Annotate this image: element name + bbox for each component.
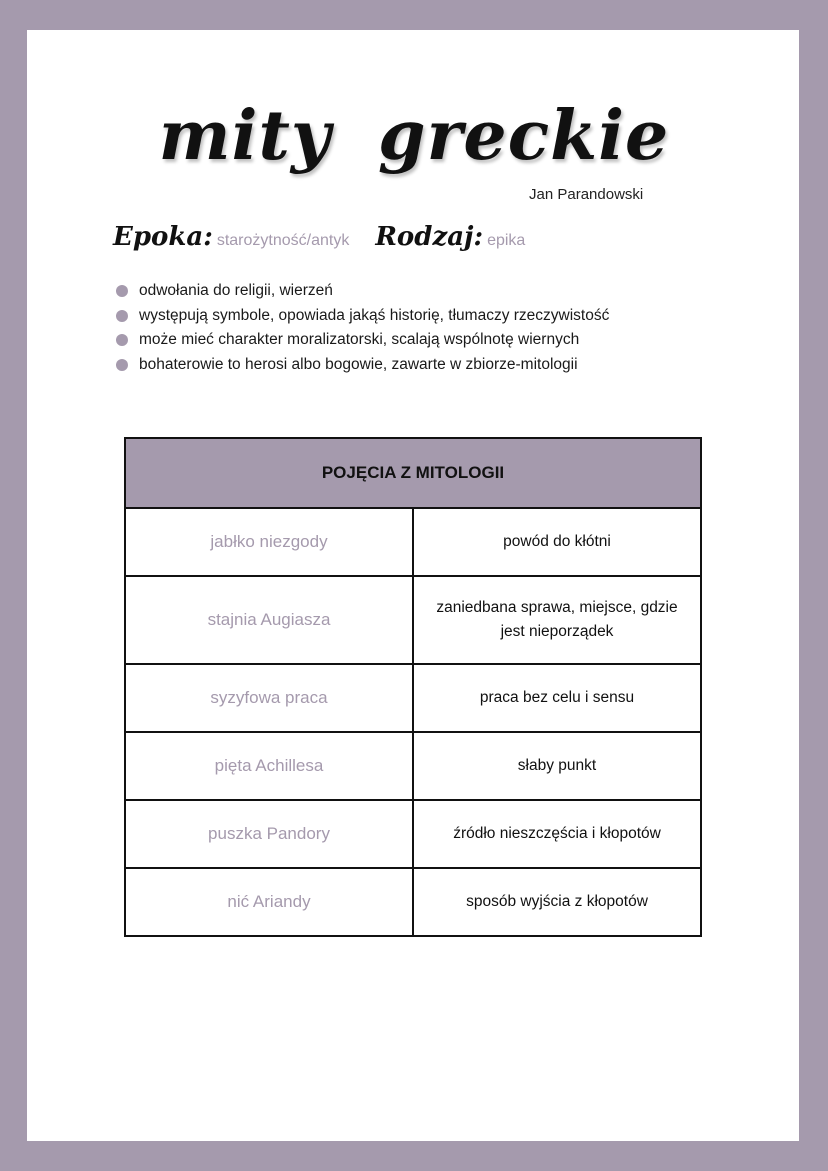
feature-text: bohaterowie to herosi albo bogowie, zawarte w zbiorze-mitologii bbox=[139, 355, 578, 373]
meaning-cell: zaniedbana sprawa, miejsce, gdzie jest nieporządek bbox=[413, 576, 701, 664]
page-title: mity greckie bbox=[158, 96, 670, 176]
table-row bbox=[125, 508, 701, 576]
meaning-cell: słaby punkt bbox=[413, 732, 701, 800]
bullet-icon bbox=[116, 359, 128, 371]
list-item bbox=[116, 304, 609, 329]
list-item bbox=[116, 353, 609, 378]
meaning-cell: powód do kłótni bbox=[413, 508, 701, 576]
table-row bbox=[125, 800, 701, 868]
meaning-cell: źródło nieszczęścia i kłopotów bbox=[413, 800, 701, 868]
table-row bbox=[125, 576, 701, 664]
author-name: Jan Parandowski bbox=[529, 186, 644, 203]
meta-line bbox=[113, 222, 525, 252]
list-item bbox=[116, 279, 609, 304]
term-cell: stajnia Augiasza bbox=[125, 576, 413, 664]
bullet-icon bbox=[116, 285, 128, 297]
term-cell: jabłko niezgody bbox=[125, 508, 413, 576]
term-cell: syzyfowa praca bbox=[125, 664, 413, 732]
table-row bbox=[125, 664, 701, 732]
term-cell: puszka Pandory bbox=[125, 800, 413, 868]
epoch-label: Epoka: bbox=[113, 222, 213, 252]
feature-text: może mieć charakter moralizatorski, scalają wspólnotę wiernych bbox=[139, 331, 580, 349]
epoch-value: starożytność/antyk bbox=[216, 232, 350, 249]
genre-label: Rodzaj: bbox=[375, 222, 484, 252]
bullet-icon bbox=[116, 334, 128, 346]
table-row bbox=[125, 732, 701, 800]
term-cell: nić Ariandy bbox=[125, 868, 413, 936]
table-row bbox=[125, 868, 701, 936]
table-header: POJĘCIA Z MITOLOGII bbox=[125, 438, 701, 508]
list-item bbox=[116, 328, 609, 353]
feature-list bbox=[116, 279, 609, 377]
genre-value: epika bbox=[487, 232, 526, 249]
bullet-icon bbox=[116, 310, 128, 322]
feature-text: występują symbole, opowiada jakąś historię, tłumaczy rzeczywistość bbox=[139, 306, 610, 324]
feature-text: odwołania do religii, wierzeń bbox=[139, 282, 333, 300]
term-cell: pięta Achillesa bbox=[125, 732, 413, 800]
meaning-cell: sposób wyjścia z kłopotów bbox=[413, 868, 701, 936]
table-header-row bbox=[125, 438, 701, 508]
mythology-terms-table bbox=[124, 437, 702, 937]
meaning-cell: praca bez celu i sensu bbox=[413, 664, 701, 732]
